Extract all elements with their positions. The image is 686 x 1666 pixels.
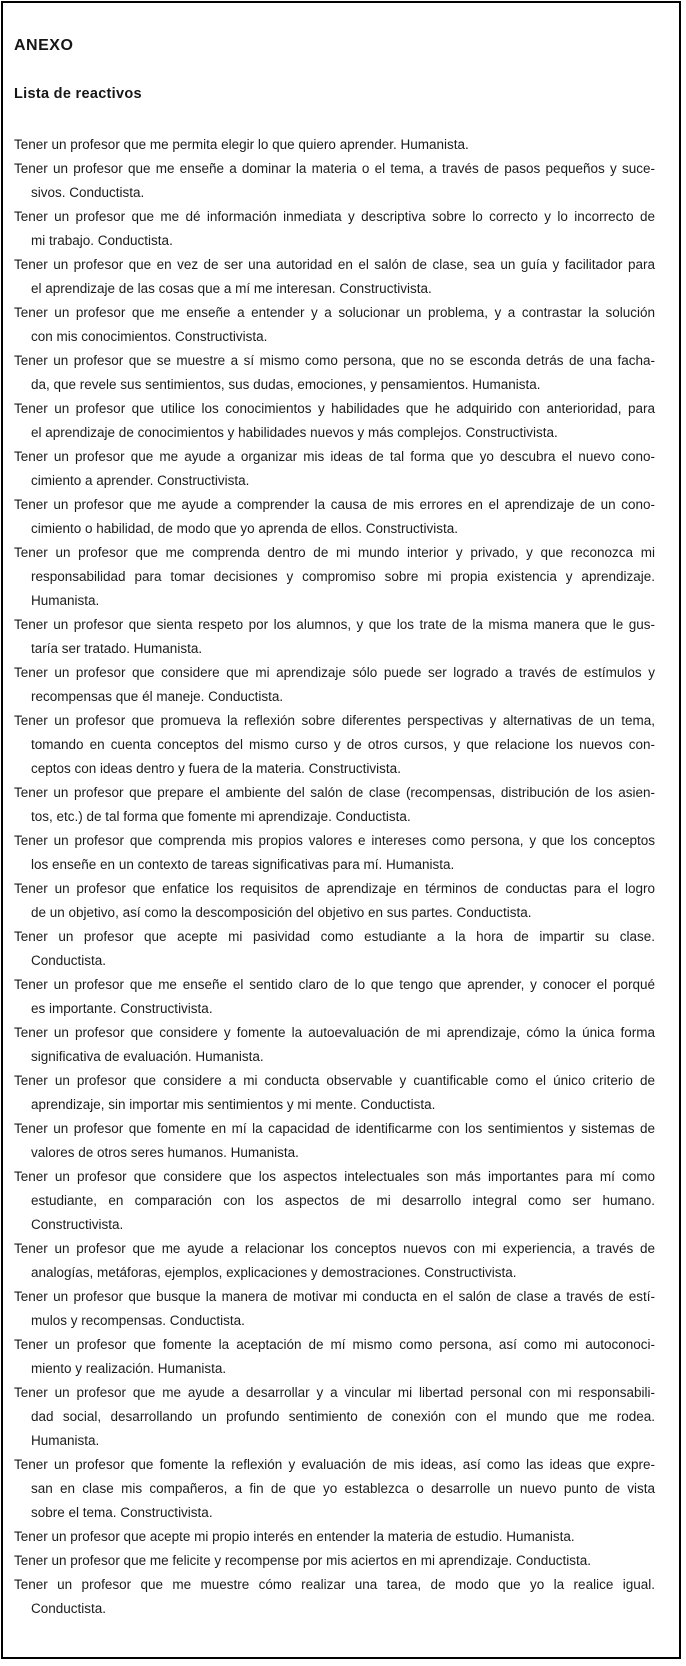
list-item	[14, 493, 655, 541]
item-line: sivos. Conductista.	[31, 185, 145, 200]
item-line: analogías, metáforas, ejemplos, explicaciones y demostraciones. Constructivista.	[31, 1265, 517, 1280]
list-item	[14, 1453, 655, 1525]
item-line: san en clase mis compañeros, a fin de que yo establezca o desarrolle un nuevo punto de vista	[31, 1481, 655, 1496]
item-line: aprendizaje, sin importar mis sentimientos y mi mente. Conductista.	[31, 1097, 436, 1112]
list-item	[14, 253, 655, 301]
item-line: Conductista.	[31, 953, 107, 968]
item-line: Tener un profesor que sienta respeto por los alumnos, y que los trate de la misma manera que le gus-	[14, 617, 655, 632]
item-line: Tener un profesor que busque la manera de motivar mi conducta en el salón de clase a través de estí-	[14, 1289, 655, 1304]
item-line: Tener un profesor que se muestre a sí mismo como persona, que no se esconda detrás de una facha-	[14, 353, 655, 368]
list-item	[14, 1549, 655, 1573]
item-line: Tener un profesor que acepte mi pasividad como estudiante a la hora de impartir su clase.	[14, 929, 655, 944]
list-item	[14, 661, 655, 709]
item-line: Tener un profesor que considere a mi conducta observable y cuantificable como el único criterio de	[14, 1073, 655, 1088]
item-line: el aprendizaje de las cosas que a mí me interesan. Constructivista.	[31, 281, 432, 296]
item-line: Tener un profesor que me ayude a organizar mis ideas de tal forma que yo descubra el nuevo cono-	[14, 449, 655, 464]
document-page	[1, 1, 681, 1659]
item-line: tomando en cuenta conceptos del mismo curso y de otros cursos, y que relacione los nuevos con-	[31, 737, 655, 752]
list-item	[14, 1525, 655, 1549]
list-item	[14, 1237, 655, 1285]
item-line: Tener un profesor que me enseñe a dominar la materia o el tema, a través de pasos pequeños y suce-	[14, 161, 655, 176]
item-line: Tener un profesor que fomente la reflexión y evaluación de mis ideas, así como las ideas que expre-	[14, 1457, 655, 1472]
item-line: los enseñe en un contexto de tareas significativas para mí. Humanista.	[31, 857, 455, 872]
item-line: es importante. Constructivista.	[31, 1001, 213, 1016]
item-line: Constructivista.	[31, 1217, 124, 1232]
item-line: Tener un profesor que me permita elegir lo que quiero aprender. Humanista.	[14, 137, 469, 152]
item-line: Tener un profesor que considere y fomente la autoevaluación de mi aprendizaje, cómo la única forma	[14, 1025, 655, 1040]
item-line: significativa de evaluación. Humanista.	[31, 1049, 264, 1064]
item-line: Tener un profesor que promueva la reflexión sobre diferentes perspectivas y alternativas de un tema,	[14, 713, 655, 728]
list-item	[14, 1333, 655, 1381]
item-line: Tener un profesor que me ayude a desarrollar y a vincular mi libertad personal con mi responsabili-	[14, 1385, 655, 1400]
list-item	[14, 1021, 655, 1069]
item-line: Tener un profesor que comprenda mis propios valores e intereses como persona, y que los conceptos	[14, 833, 655, 848]
item-line: el aprendizaje de conocimientos y habilidades nuevos y más complejos. Constructivista.	[31, 425, 558, 440]
item-line: Tener un profesor que considere que los aspectos intelectuales son más importantes para mí como	[14, 1169, 655, 1184]
list-item	[14, 709, 655, 781]
list-item	[14, 1165, 655, 1237]
item-line: Tener un profesor que fomente en mí la capacidad de identificarme con los sentimientos y sistemas de	[14, 1121, 655, 1136]
item-line: estudiante, en comparación con los aspectos de mi desarrollo integral como ser humano.	[31, 1193, 655, 1208]
item-line: Tener un profesor que me muestre cómo realizar una tarea, de modo que yo la realice igual.	[14, 1577, 655, 1592]
item-line: Tener un profesor que me ayude a comprender la causa de mis errores en el aprendizaje de un cono-	[14, 497, 655, 512]
list-item	[14, 925, 655, 973]
item-line: con mis conocimientos. Constructivista.	[31, 329, 268, 344]
item-line: Humanista.	[31, 593, 100, 608]
item-line: responsabilidad para tomar decisiones y compromiso sobre mi propia existencia y aprendizaje.	[31, 569, 655, 584]
list-item	[14, 1069, 655, 1117]
item-line: Tener un profesor que me felicite y recompense por mis aciertos en mi aprendizaje. Conductista.	[14, 1553, 592, 1568]
list-item	[14, 541, 655, 613]
item-line: Tener un profesor que me enseñe el sentido claro de lo que tengo que aprender, y conocer el porqué	[14, 977, 655, 992]
item-line: Tener un profesor que utilice los conocimientos y habilidades que he adquirido con anterioridad, para	[14, 401, 655, 416]
item-line: Conductista.	[31, 1601, 107, 1616]
item-line: Tener un profesor que prepare el ambiente del salón de clase (recompensas, distribución de los asien-	[14, 785, 655, 800]
list-item	[14, 1117, 655, 1165]
item-line: valores de otros seres humanos. Humanista.	[31, 1145, 299, 1160]
list-item	[14, 205, 655, 253]
item-line: Humanista.	[31, 1433, 100, 1448]
list-item	[14, 1573, 655, 1621]
section-title: Lista de reactivos	[14, 86, 142, 102]
list-item	[14, 133, 655, 157]
item-line: cimiento a aprender. Constructivista.	[31, 473, 250, 488]
list-item	[14, 397, 655, 445]
list-item	[14, 613, 655, 661]
list-item	[14, 781, 655, 829]
item-line: Tener un profesor que enfatice los requisitos de aprendizaje en términos de conductas para el logro	[14, 881, 655, 896]
item-line: dad social, desarrollando un profundo sentimiento de conexión con el mundo que me rodea.	[31, 1409, 655, 1424]
item-line: ceptos con ideas dentro y fuera de la materia. Constructivista.	[31, 761, 401, 776]
list-item	[14, 445, 655, 493]
item-line: Tener un profesor que me comprenda dentro de mi mundo interior y privado, y que reconozca mi	[14, 545, 655, 560]
item-line: Tener un profesor que fomente la aceptación de mí mismo como persona, así como mi autoconoci-	[14, 1337, 655, 1352]
list-item	[14, 1285, 655, 1333]
item-line: da, que revele sus sentimientos, sus dudas, emociones, y pensamientos. Humanista.	[31, 377, 541, 392]
item-line: tos, etc.) de tal forma que fomente mi aprendizaje. Conductista.	[31, 809, 411, 824]
list-item	[14, 349, 655, 397]
item-line: mi trabajo. Conductista.	[31, 233, 173, 248]
list-item	[14, 1381, 655, 1453]
item-line: miento y realización. Humanista.	[31, 1361, 227, 1376]
list-item	[14, 157, 655, 205]
item-line: de un objetivo, así como la descomposición del objetivo en sus partes. Conductista.	[31, 905, 532, 920]
list-item	[14, 829, 655, 877]
item-line: recompensas que él maneje. Conductista.	[31, 689, 284, 704]
item-line: Tener un profesor que me dé información inmediata y descriptiva sobre lo correcto y lo incorrecto de	[14, 209, 655, 224]
item-line: Tener un profesor que en vez de ser una autoridad en el salón de clase, sea un guía y facilitador para	[14, 257, 655, 272]
document-title: ANEXO	[14, 37, 74, 54]
item-line: cimiento o habilidad, de modo que yo aprenda de ellos. Constructivista.	[31, 521, 459, 536]
item-line: mulos y recompensas. Conductista.	[31, 1313, 245, 1328]
item-line: Tener un profesor que me enseñe a entender y a solucionar un problema, y a contrastar la solución	[14, 305, 655, 320]
item-line: sobre el tema. Constructivista.	[31, 1505, 213, 1520]
list-item	[14, 973, 655, 1021]
list-item	[14, 877, 655, 925]
item-line: Tener un profesor que me ayude a relacionar los conceptos nuevos con mi experiencia, a través de	[14, 1241, 655, 1256]
reactivos-list	[14, 133, 655, 1621]
item-line: taría ser tratado. Humanista.	[31, 641, 203, 656]
list-item	[14, 301, 655, 349]
item-line: Tener un profesor que considere que mi aprendizaje sólo puede ser logrado a través de estímulos y	[14, 665, 655, 680]
item-line: Tener un profesor que acepte mi propio interés en entender la materia de estudio. Humanista.	[14, 1529, 575, 1544]
